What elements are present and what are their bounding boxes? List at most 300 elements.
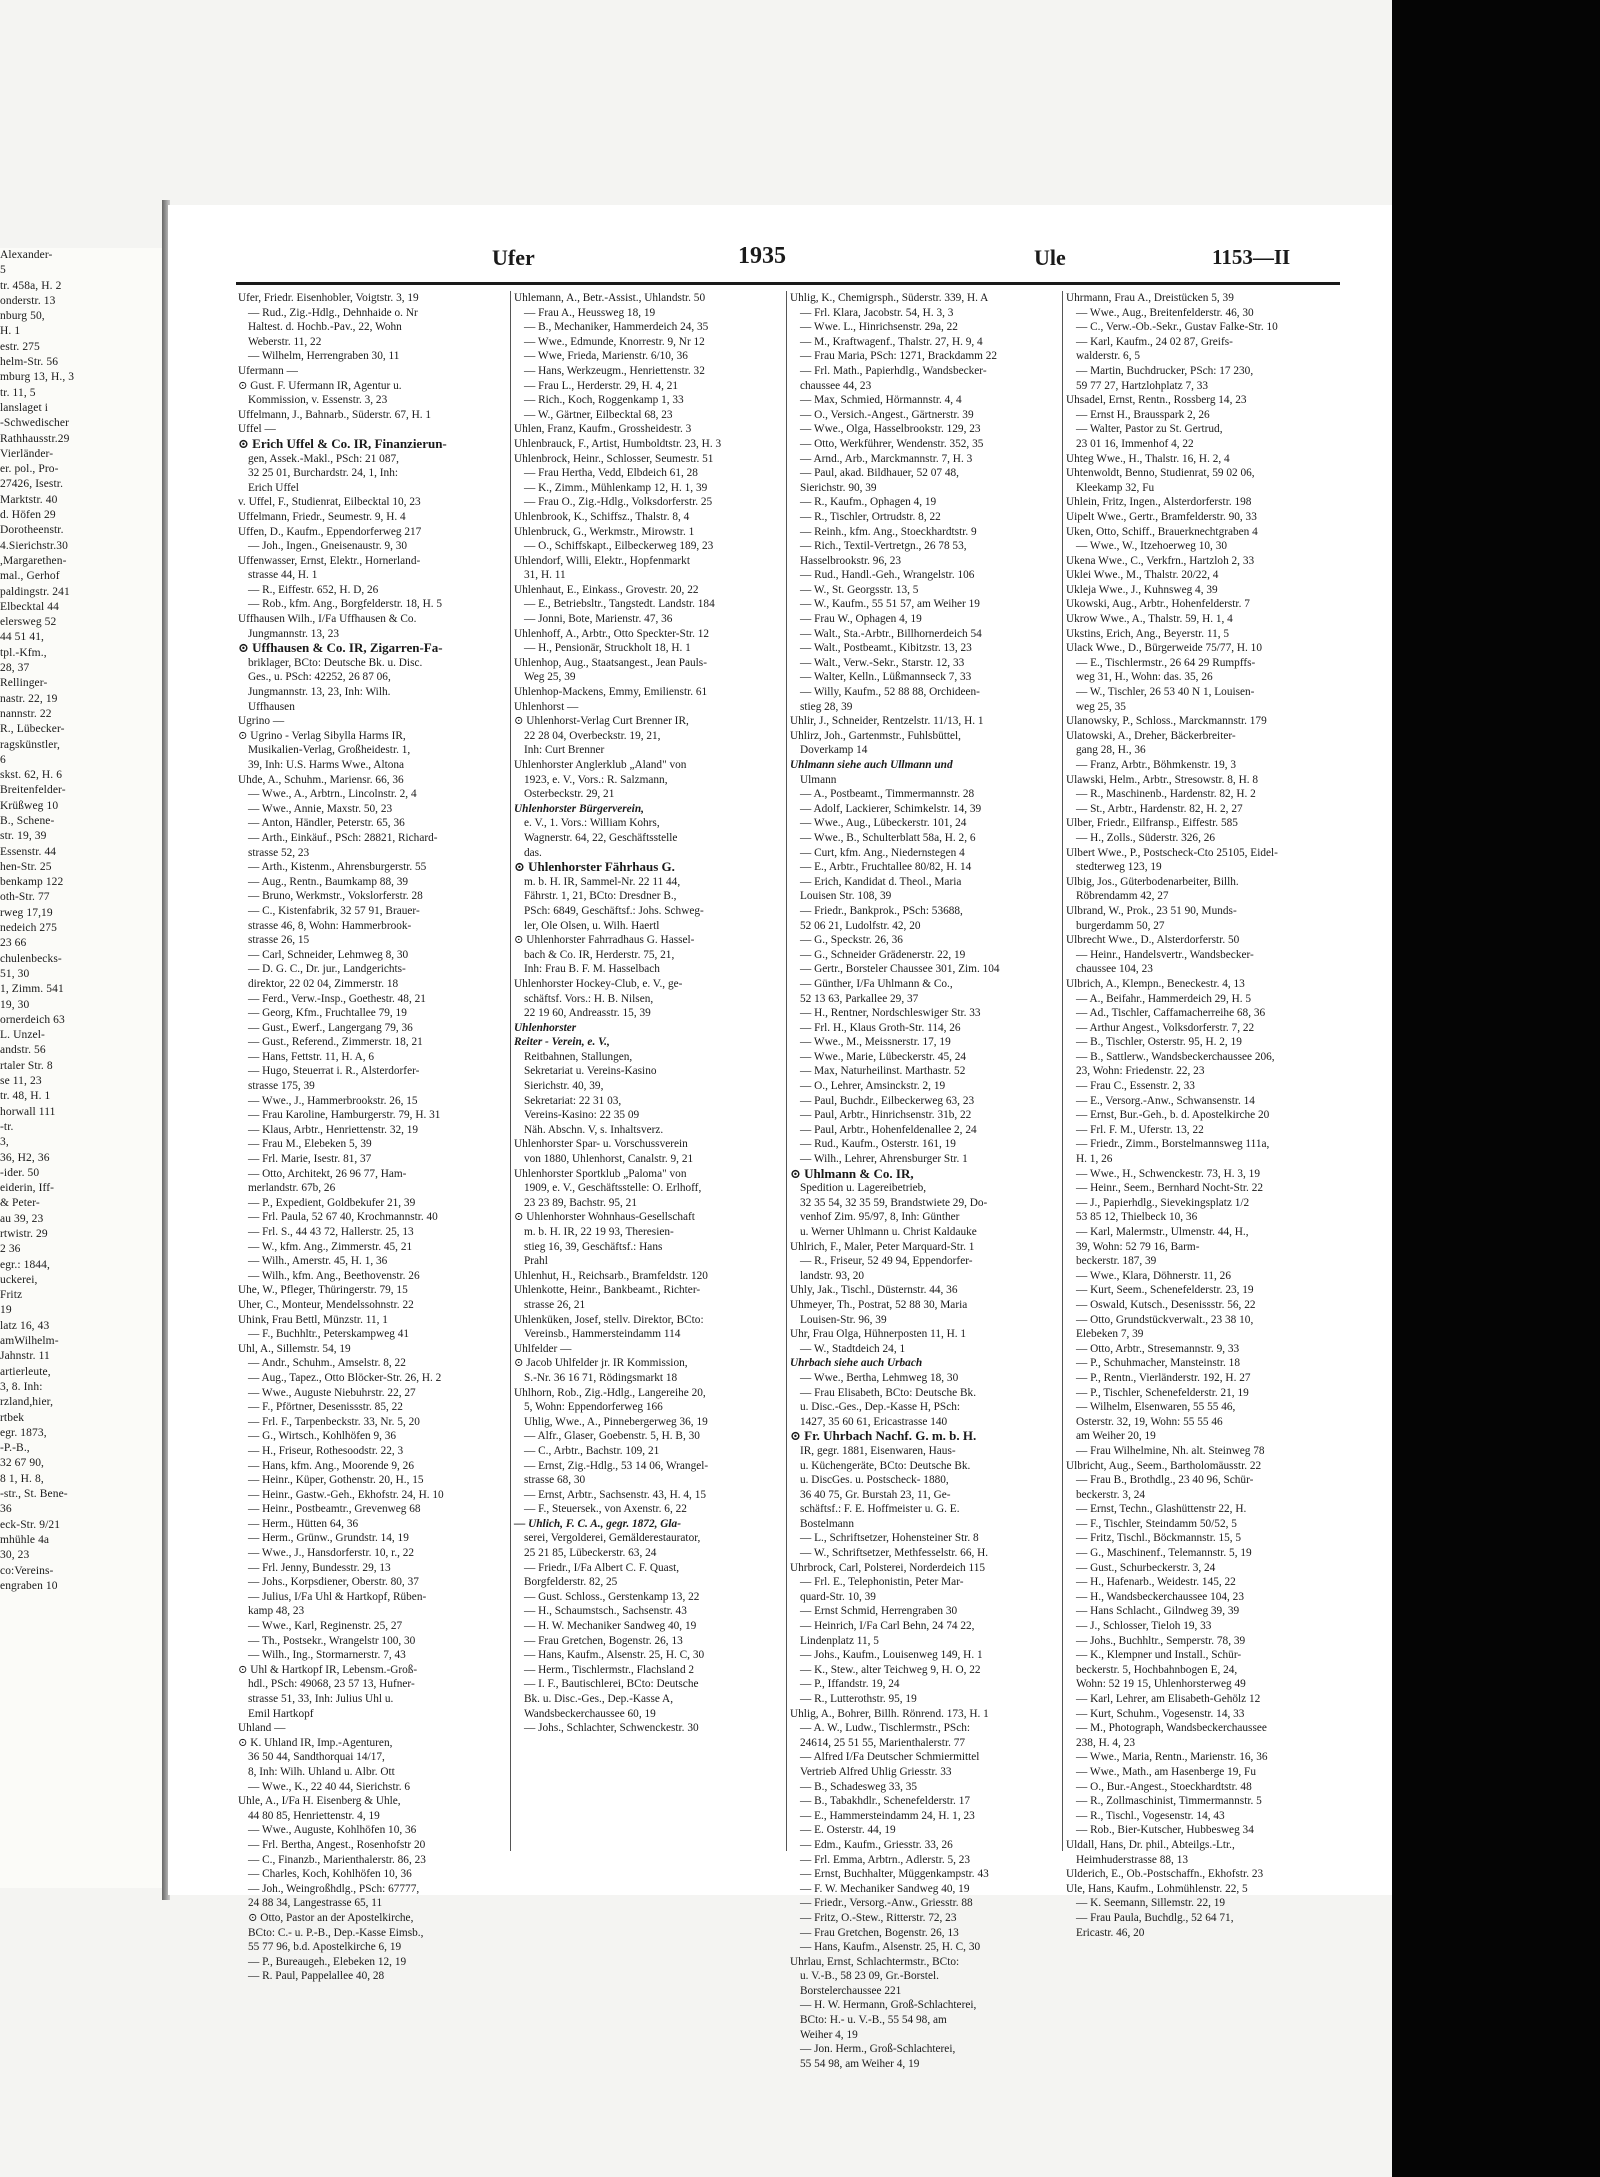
directory-entry: — Curt, kfm. Ang., Niedernstegen 4 <box>800 846 965 859</box>
directory-entry: — Ad., Tischler, Caffamacherreihe 68, 36 <box>1076 1007 1266 1020</box>
directory-entry: 23, Wohn: Friedenstr. 22, 23 <box>1076 1065 1205 1078</box>
directory-entry: 39, Inh: U.S. Harms Wwe., Altona <box>248 759 405 771</box>
directory-entry: beckerstr. 187, 39 <box>1076 1255 1157 1268</box>
fragment-line: 28, 37 <box>0 662 30 675</box>
directory-entry: chaussee 104, 23 <box>1076 963 1153 976</box>
directory-entry: strasse 26, 15 <box>248 934 310 947</box>
directory-entry: Uhl, A., Sillemstr. 54, 19 <box>238 1342 351 1355</box>
directory-entry: — Johs., Korpsdiener, Oberstr. 80, 37 <box>248 1576 419 1589</box>
directory-entry: Borgfelderstr. 82, 25 <box>524 1576 618 1589</box>
directory-entry: — Alfred I/Fa Deutscher Schmiermittel <box>800 1751 980 1764</box>
directory-entry: Inh: Frau B. F. M. Hasselbach <box>524 963 660 976</box>
directory-entry: — B., Tabakhdlr., Schenefelderstr. 17 <box>800 1795 970 1808</box>
directory-entry: Bostelmann <box>800 1517 854 1530</box>
directory-entry: — Frau Wilhelmine, Nh. alt. Steinweg 78 <box>1076 1444 1265 1457</box>
directory-entry: 55 77 96, b.d. Apostelkirche 6, 19 <box>248 1941 402 1954</box>
directory-entry: — Wwe., Bertha, Lehmweg 18, 30 <box>800 1371 959 1384</box>
directory-entry: Uldall, Hans, Dr. phil., Abteilgs.-Ltr., <box>1066 1838 1235 1851</box>
directory-entry: — Frl. F., Tarpenbeckstr. 33, Nr. 5, 20 <box>248 1415 420 1428</box>
directory-entry: ⊙ Gust. F. Ufermann IR, Agentur u. <box>238 379 402 392</box>
directory-entry: — H. W. Mechaniker Sandweg 40, 19 <box>524 1620 697 1633</box>
fragment-line: -Schwedischer <box>0 417 69 430</box>
directory-entry: — J., Papierhdlg., Sievekingsplatz 1/2 <box>1076 1196 1250 1209</box>
directory-entry: — Wilh., Amerstr. 45, H. 1, 36 <box>248 1255 388 1268</box>
fragment-line: tr. 11, 5 <box>0 386 36 399</box>
directory-entry: — Wwe., Auguste, Kohlhöfen 10, 36 <box>248 1824 417 1837</box>
directory-entry: Lindenplatz 11, 5 <box>800 1634 879 1647</box>
directory-entry: Sekretariat: 22 31 03, <box>524 1094 622 1107</box>
directory-entry: Ulbig, Jos., Güterbodenarbeiter, Billh. <box>1066 875 1239 888</box>
directory-entry: — Julius, I/Fa Uhl & Hartkopf, Rüben- <box>248 1590 427 1603</box>
directory-entry: — A. W., Ludw., Tischlermstr., PSch: <box>800 1722 971 1735</box>
directory-entry: — Aug., Tapez., Otto Blöcker-Str. 26, H. 2 <box>248 1371 442 1384</box>
directory-entry: — Wwe., M., Meissnerstr. 17, 19 <box>800 1036 951 1049</box>
directory-entry: ⊙ Uhlenhorst-Verlag Curt Brenner IR, <box>514 715 689 728</box>
directory-entry: — W., Stadtdeich 24, 1 <box>800 1342 906 1355</box>
directory-entry: 39, Wohn: 52 79 16, Barm- <box>1076 1240 1200 1253</box>
header-first-entry: Ufer <box>492 245 535 270</box>
directory-entry: u. Werner Uhlmann u. Christ Kaldauke <box>800 1226 977 1238</box>
directory-entry: — Wwe., Maria, Rentn., Marienstr. 16, 36 <box>1076 1751 1268 1764</box>
directory-entry: Osterstr. 32, 19, Wohn: 55 55 46 <box>1076 1415 1223 1428</box>
fragment-line: Elbecktal 44 <box>0 600 59 613</box>
fragment-line: 1, Zimm. 541 <box>0 983 64 996</box>
directory-entry: — G., Schneider Grädenerstr. 22, 19 <box>800 948 966 961</box>
directory-entry: — Max, Naturheilinst. Marthastr. 52 <box>800 1065 966 1078</box>
directory-entry: — Walt., Sta.-Arbtr., Billhornerdeich 54 <box>800 627 982 640</box>
directory-entry: — P., Rentn., Vierländerstr. 192, H. 27 <box>1076 1371 1251 1384</box>
directory-entry: — Wwe., W., Itzehoerweg 10, 30 <box>1076 540 1228 553</box>
column-1 <box>238 291 508 1983</box>
fragment-line: egr.: 1844, <box>0 1258 50 1271</box>
header-year: 1935 <box>738 243 786 269</box>
directory-entry: — R., Eiffestr. 652, H. D, 26 <box>248 583 379 596</box>
fragment-line: tr. 458a, H. 2 <box>0 279 62 292</box>
directory-entry: — E., Arbtr., Fruchtallee 80/82, H. 14 <box>800 861 972 874</box>
directory-entry: — Heinr., Küper, Gothenstr. 20, H., 15 <box>248 1474 424 1487</box>
directory-entry: — Jon. Herm., Groß-Schlachterei, <box>800 2043 956 2056</box>
directory-entry: — K., Stew., alter Teichweg 9, H. O, 22 <box>800 1663 981 1676</box>
fragment-line: R., Lübecker- <box>0 723 65 736</box>
directory-entry: BCto: C.- u. P.-B., Dep.-Kasse Eimsb., <box>248 1926 424 1939</box>
fragment-line: -str., St. Bene- <box>0 1488 68 1501</box>
directory-entry: — Paul, akad. Bildhauer, 52 07 48, <box>800 467 959 480</box>
directory-entry: Kommission, v. Essenstr. 3, 23 <box>248 394 388 407</box>
directory-entry: — Heinr., Gastw.-Geh., Ekhofstr. 24, H. 10 <box>248 1488 444 1501</box>
directory-entry: merlandstr. 67b, 26 <box>248 1182 336 1195</box>
directory-entry: 31, H. 11 <box>524 569 566 582</box>
fragment-line: uckerei, <box>0 1273 38 1286</box>
fragment-line: nburg 50, <box>0 310 45 323</box>
page-header <box>168 205 1392 270</box>
directory-entry: Uffhausen <box>248 700 295 713</box>
directory-entry: Uhr, Frau Olga, Hühnerposten 11, H. 1 <box>790 1328 967 1341</box>
directory-entry: Ulbricht, Aug., Seem., Bartholomäusstr. 22 <box>1066 1459 1262 1472</box>
directory-entry: ⊙ Uhl & Hartkopf IR, Lebensm.-Groß- <box>238 1663 418 1676</box>
directory-entry: — W., kfm. Ang., Zimmerstr. 45, 21 <box>248 1240 413 1253</box>
directory-entry: — F., Pförtner, Desenissstr. 85, 22 <box>248 1401 403 1414</box>
fragment-line: & Peter- <box>0 1197 40 1210</box>
directory-entry: Uhlhorn, Rob., Zig.-Hdlg., Langereihe 20, <box>514 1386 706 1399</box>
directory-entry: u. DiscGes. u. Postscheck- 1880, <box>800 1474 949 1487</box>
directory-entry: — Ernst, Techn., Glashüttenstr 22, H. <box>1076 1503 1247 1516</box>
directory-entry: Ufermann — <box>238 364 298 377</box>
directory-entry: — Frau Elisabeth, BCto: Deutsche Bk. <box>800 1386 977 1399</box>
directory-entry: Röbrendamm 42, 27 <box>1076 890 1169 903</box>
directory-entry: — W., Gärtner, Eilbecktal 68, 23 <box>524 408 673 421</box>
fragment-line: 36 <box>0 1503 12 1516</box>
directory-entry: — Wwe., Karl, Reginenstr. 25, 27 <box>248 1620 403 1633</box>
directory-entry: weg 25, 35 <box>1076 700 1126 713</box>
directory-entry: IR, gegr. 1881, Eisenwaren, Haus- <box>800 1444 956 1457</box>
fragment-line: hen-Str. 25 <box>0 860 52 873</box>
directory-entry: Sekretariat u. Vereins-Kasino <box>524 1065 657 1078</box>
fragment-line: rtaler Str. 8 <box>0 1059 53 1072</box>
directory-entry: — M., Kraftwagenf., Thalstr. 27, H. 9, 4 <box>800 335 983 348</box>
directory-entry: Ukowski, Aug., Arbtr., Hohenfelderstr. 7 <box>1066 598 1250 611</box>
directory-entry: briklager, BCto: Deutsche Bk. u. Disc. <box>248 656 423 669</box>
directory-entry: direktor, 22 02 04, Zimmerstr. 18 <box>248 977 399 990</box>
directory-entry: — B., Sattlerw., Wandsbeckerchaussee 206, <box>1076 1050 1275 1063</box>
directory-entry: 1909, e. V., Geschäftsstelle: O. Erlhoff, <box>524 1182 702 1195</box>
directory-entry: — R., Maschinenb., Hardenstr. 82, H. 2 <box>1076 788 1256 801</box>
directory-entry: hdl., PSch: 49068, 23 57 13, Hufner- <box>248 1678 415 1691</box>
directory-entry: — Johs., Schlachter, Schwenckestr. 30 <box>524 1722 699 1735</box>
directory-entry: — Frl. S., 44 43 72, Hallerstr. 25, 13 <box>248 1226 414 1238</box>
directory-entry: Vereinsb., Hammersteindamm 114 <box>524 1328 681 1341</box>
directory-entry: — Rud., Handl.-Geh., Wrangelstr. 106 <box>800 569 975 582</box>
directory-entry: ler, Ole Olsen, u. Wilh. Haertl <box>524 919 660 932</box>
directory-entry: — Frau Paula, Buchdlg., 52 64 71, <box>1076 1911 1234 1924</box>
directory-entry: — Kurt, Seem., Schenefelderstr. 23, 19 <box>1076 1284 1254 1297</box>
fragment-line: Vierländer- <box>0 447 54 460</box>
directory-entry: — K. Seemann, Sillemstr. 22, 19 <box>1076 1897 1226 1910</box>
fragment-line: nastr. 22, 19 <box>0 692 58 705</box>
directory-entry: — Frl. Paula, 52 67 40, Krochmannstr. 40 <box>248 1211 438 1224</box>
fragment-line: Krüßweg 10 <box>0 799 59 812</box>
fragment-line: 44 51 41, <box>0 631 45 644</box>
directory-entry: — Wilh., kfm. Ang., Beethovenstr. 26 <box>248 1269 420 1282</box>
fragment-line: 36, H2, 36 <box>0 1151 50 1164</box>
fragment-line: 3, <box>0 1136 9 1149</box>
directory-entry: — Wwe., Edmunde, Knorrestr. 9, Nr 12 <box>524 335 705 348</box>
directory-entry: — Hans, Fettstr. 11, H. A, 6 <box>248 1050 375 1063</box>
directory-entry: — F. W. Mechaniker Sandweg 40, 19 <box>800 1882 970 1895</box>
directory-entry: — E., Hammersteindamm 24, H. 1, 23 <box>800 1809 975 1822</box>
fragment-line: 4.Sierichstr.30 <box>0 539 68 552</box>
directory-entry: Uhlenhorster Spar- u. Vorschussverein <box>514 1138 688 1151</box>
directory-entry: — Wwe, Frieda, Marienstr. 6/10, 36 <box>524 350 688 363</box>
directory-entry: — F., Buchhltr., Peterskampweg 41 <box>248 1328 410 1341</box>
fragment-line: 3, 8. Inh: <box>0 1380 43 1393</box>
directory-entry: e. V., 1. Vors.: William Kohrs, <box>524 817 660 830</box>
directory-entry: Ulderich, E., Ob.-Postschaffn., Ekhofstr. 23 <box>1066 1868 1264 1881</box>
directory-entry: — A., Postbeamt., Timmermannstr. 28 <box>800 788 975 801</box>
directory-entry: — Gust., Referend., Zimmerstr. 18, 21 <box>248 1036 423 1049</box>
directory-entry: — Herm., Hütten 64, 36 <box>248 1517 359 1530</box>
directory-entry: Uhlenbruck, G., Werkmstr., Mirowstr. 1 <box>514 525 695 538</box>
fragment-line: er. pol., Pro- <box>0 463 59 476</box>
directory-entry: — Wwe., K., 22 40 44, Sierichstr. 6 <box>248 1780 411 1793</box>
directory-entry: gang 28, H., 36 <box>1076 744 1146 757</box>
fragment-line: mal., Gerhof <box>0 570 60 583</box>
fragment-line: Dorotheenstr. <box>0 524 64 537</box>
directory-entry: serei, Vergolderei, Gemälderestaurator, <box>524 1532 701 1545</box>
directory-entry: — R., Lutterothstr. 95, 19 <box>800 1693 917 1705</box>
directory-entry: — Frl. E., Telephonistin, Peter Mar- <box>800 1576 964 1589</box>
directory-entry: Uffhausen Wilh., I/Fa Uffhausen & Co. <box>238 613 417 626</box>
directory-entry: Uipelt Wwe., Gertr., Bramfelderstr. 90, 33 <box>1066 510 1257 523</box>
directory-entry: — Ernst, Zig.-Hdlg., 53 14 06, Wrangel- <box>524 1459 709 1472</box>
fragment-line: rzland,hier, <box>0 1396 54 1409</box>
directory-entry: — O., Versich.-Angest., Gärtnerstr. 39 <box>800 408 974 421</box>
directory-entry: — E., Betriebsltr., Tangstedt. Landstr. 184 <box>524 598 715 611</box>
directory-entry: — P., Schuhmacher, Mansteinstr. 18 <box>1076 1357 1240 1370</box>
directory-entry: Weg 25, 39 <box>524 671 576 684</box>
directory-entry: Uhlenküken, Josef, stellv. Direktor, BCto: <box>514 1313 704 1326</box>
directory-entry: — Arth., Kistenm., Ahrensburgerstr. 55 <box>248 861 427 874</box>
directory-entry: u. Disc.-Ges., Dep.-Kasse H, PSch: <box>800 1401 961 1414</box>
directory-entry: Uhlenhorster Anglerklub „Aland" von <box>514 759 687 771</box>
directory-entry: — Wwe., Math., am Hasenberge 19, Fu <box>1076 1765 1256 1778</box>
directory-entry: v. Uffel, F., Studienrat, Eilbecktal 10, 23 <box>238 496 421 509</box>
directory-entry: Uhlenhut, H., Reichsarb., Bramfeldstr. 120 <box>514 1269 708 1282</box>
directory-entry: Uffelmann, Friedr., Seumestr. 9, H. 4 <box>238 510 406 523</box>
directory-entry: — Charles, Koch, Kohlhöfen 10, 36 <box>248 1868 412 1881</box>
directory-entry: — Fritz, Tischl., Böckmannstr. 15, 5 <box>1076 1532 1242 1545</box>
directory-entry: Ulanowsky, P., Schloss., Marckmannstr. 179 <box>1066 715 1267 728</box>
directory-entry: Osterbeckstr. 29, 21 <box>524 788 615 801</box>
directory-entry: Ulack Wwe., D., Bürgerweide 75/77, H. 10 <box>1066 642 1262 655</box>
directory-entry: — Otto, Grundstückverwalt., 23 38 10, <box>1076 1313 1254 1326</box>
fragment-line: 23 66 <box>0 937 27 950</box>
directory-entry: H. 1, 26 <box>1076 1153 1113 1166</box>
fragment-line: eiderin, Iff- <box>0 1182 55 1195</box>
fragment-line: str. 19, 39 <box>0 830 47 843</box>
directory-entry: Uffenwasser, Ernst, Elektr., Hornerland- <box>238 554 421 567</box>
directory-entry: — G., Speckstr. 26, 36 <box>800 934 903 947</box>
directory-entry: Uhland — <box>238 1722 286 1735</box>
directory-entry: Ulbrand, W., Prok., 23 51 90, Munds- <box>1066 904 1237 917</box>
directory-entry: — Arthur Angest., Volksdorferstr. 7, 22 <box>1076 1021 1255 1034</box>
directory-entry: — Fritz, O.-Stew., Ritterstr. 72, 23 <box>800 1911 957 1924</box>
fragment-line: Rellinger- <box>0 677 48 690</box>
directory-entry: ⊙ Uhlmann & Co. IR, <box>790 1165 914 1181</box>
directory-entry: 55 54 98, am Weiher 4, 19 <box>800 2057 920 2070</box>
directory-entry: Uhlirz, Joh., Gartenmstr., Fuhlsbüttel, <box>790 729 962 742</box>
directory-entry: — Frau B., Brothdlg., 23 40 96, Schür- <box>1076 1474 1254 1487</box>
directory-entry: Uhlir, J., Schneider, Rentzelstr. 11/13, H. 1 <box>790 715 984 728</box>
directory-entry: 238, H. 4, 23 <box>1076 1736 1135 1749</box>
directory-entry: — W., Tischler, 26 53 40 N 1, Louisen- <box>1076 686 1255 699</box>
fragment-line: Essenstr. 44 <box>0 845 57 858</box>
fragment-line: ragskünstler, <box>0 738 60 751</box>
directory-entry: — Martin, Buchdrucker, PSch: 17 230, <box>1076 364 1254 377</box>
directory-entry: ⊙ Uhlenhorster Fährhaus G. <box>514 859 675 875</box>
fragment-line: 2 36 <box>0 1243 21 1256</box>
fragment-line: ,Margarethen- <box>0 554 67 567</box>
fragment-line: 6 <box>0 753 6 766</box>
fragment-line: artierleute, <box>0 1365 51 1378</box>
directory-entry: Wagnerstr. 64, 22, Geschäftsstelle <box>524 831 678 844</box>
directory-entry: Musikalien-Verlag, Großheidestr. 1, <box>248 744 411 757</box>
directory-entry: — St., Arbtr., Hardenstr. 82, H. 2, 27 <box>1076 802 1243 815</box>
fragment-line: onderstr. 13 <box>0 294 56 307</box>
directory-entry: — Rob., Bier-Kutscher, Hubbesweg 34 <box>1076 1824 1254 1837</box>
directory-entry: Fährstr. 1, 21, BCto: Dresdner B., <box>524 890 677 903</box>
directory-entry: — Wwe., J., Hammerbrookstr. 26, 15 <box>248 1094 418 1107</box>
directory-entry: — Paul, Arbtr., Hohenfeldenallee 2, 24 <box>800 1123 977 1136</box>
directory-entry: Uhlen, Franz, Kaufm., Grossheidestr. 3 <box>514 423 692 436</box>
directory-entry: Prahl <box>524 1255 548 1268</box>
directory-entry: — Frau Hertha, Vedd, Elbdeich 61, 28 <box>524 467 698 480</box>
directory-entry: — Walt., Postbeamt., Kibitzstr. 13, 23 <box>800 642 972 655</box>
directory-entry: stedterweg 123, 19 <box>1076 861 1162 874</box>
directory-entry: m. b. H. IR, Sammel-Nr. 22 11 44, <box>524 875 681 888</box>
fragment-line: -P.-B., <box>0 1442 30 1455</box>
directory-entry: — Wwe., J., Hansdorferstr. 10, r., 22 <box>248 1547 415 1560</box>
directory-entry: — Wilhelm, Herrengraben 30, 11 <box>248 350 400 363</box>
directory-entry: beckerstr. 5, Hochbahnbogen E, 24, <box>1076 1663 1238 1676</box>
directory-entry: chaussee 44, 23 <box>800 379 872 392</box>
directory-entry: Uklei Wwe., M., Thalstr. 20/22, 4 <box>1066 569 1219 582</box>
directory-entry: — K., Klempner und Install., Schür- <box>1076 1649 1242 1662</box>
directory-entry: Ulbrecht Wwe., D., Alsterdorferstr. 50 <box>1066 934 1240 947</box>
directory-entry: — Frl. H., Klaus Groth-Str. 114, 26 <box>800 1021 961 1034</box>
fragment-line: benkamp 122 <box>0 876 64 889</box>
directory-entry: Elebeken 7, 39 <box>1076 1328 1144 1341</box>
directory-entry: Uhrbrock, Carl, Polsterei, Norderdeich 115 <box>790 1561 986 1574</box>
directory-entry: walderstr. 6, 5 <box>1076 350 1141 363</box>
directory-entry: Uffel — <box>238 423 276 436</box>
directory-entry: — Wwe., Annie, Maxstr. 50, 23 <box>248 802 393 815</box>
directory-entry: — Frau Gretchen, Bogenstr. 26, 13 <box>524 1634 683 1647</box>
directory-entry: — R., Zollmaschinist, Timmermannstr. 5 <box>1076 1795 1262 1808</box>
directory-entry: strasse 175, 39 <box>248 1080 315 1093</box>
directory-entry: — Otto, Werkführer, Wendenstr. 352, 35 <box>800 437 984 450</box>
directory-entry: — E., Tischlermstr., 26 64 29 Rumpffs- <box>1076 656 1256 669</box>
fragment-line: estr. 275 <box>0 340 40 353</box>
fragment-line: horwall 111 <box>0 1105 56 1118</box>
directory-entry: Uhlfelder — <box>514 1342 572 1355</box>
directory-entry: Ericastr. 46, 20 <box>1076 1926 1145 1939</box>
directory-entry: Uhteg Wwe., H., Thalstr. 16, H. 2, 4 <box>1066 452 1230 465</box>
directory-entry: 23 23 89, Bachstr. 95, 21 <box>524 1196 637 1209</box>
directory-entry: — Frl. Marie, Isestr. 81, 37 <box>248 1153 372 1166</box>
directory-entry: 8, Inh: Wilh. Uhland u. Albr. Ott <box>248 1765 395 1778</box>
directory-entry: — Wwe., Aug., Breitenfelderstr. 46, 30 <box>1076 306 1254 319</box>
directory-entry: — Frau O., Zig.-Hdlg., Volksdorferstr. 25 <box>524 496 713 509</box>
directory-entry: 53 85 12, Thielbeck 10, 36 <box>1076 1211 1198 1224</box>
directory-entry: Louisen-Str. 96, 39 <box>800 1313 887 1326</box>
column-divider <box>510 291 511 1851</box>
directory-entry: Ufer, Friedr. Eisenhobler, Voigtstr. 3, 19 <box>238 292 419 304</box>
directory-entry: Uhlenhoff, A., Arbtr., Otto Speckter-Str. 12 <box>514 627 710 640</box>
directory-entry: — H., Rentner, Nordschleswiger Str. 33 <box>800 1007 981 1020</box>
fragment-line: mburg 13, H., 3 <box>0 371 75 384</box>
column-3 <box>790 291 1060 2070</box>
directory-entry: strasse 26, 21 <box>524 1298 586 1311</box>
directory-entry: Uhsadel, Ernst, Rentn., Rossberg 14, 23 <box>1066 394 1247 407</box>
fragment-line: 30, 23 <box>0 1549 30 1562</box>
directory-entry: — Frau W., Ophagen 4, 19 <box>800 613 922 626</box>
directory-entry: schäftsf.: F. E. Hoffmeister u. G. E. <box>800 1503 960 1516</box>
directory-entry: — Arth., Einkäuf., PSch: 28821, Richard- <box>248 831 438 844</box>
directory-entry: quard-Str. 10, 39 <box>800 1590 876 1603</box>
directory-entry: — Joh., Weingroßhdlg., PSch: 67777, <box>248 1882 420 1895</box>
directory-entry: — H., Zolls., Süderstr. 326, 26 <box>1076 831 1216 844</box>
directory-entry: Uher, C., Monteur, Mendelssohnstr. 22 <box>238 1298 414 1311</box>
directory-entry: — Oswald, Kutsch., Desenissstr. 56, 22 <box>1076 1298 1256 1311</box>
directory-entry: beckerstr. 3, 24 <box>1076 1488 1146 1501</box>
directory-entry: — Rob., kfm. Ang., Borgfelderstr. 18, H. 5 <box>248 598 443 611</box>
directory-entry: — R., Friseur, 52 49 94, Eppendorfer- <box>800 1255 973 1268</box>
directory-entry: — Frl. F. M., Uferstr. 13, 22 <box>1076 1123 1204 1136</box>
directory-entry: — Wwe., Auguste Niebuhrstr. 22, 27 <box>248 1386 416 1399</box>
directory-entry: Uhtenwoldt, Benno, Studienrat, 59 02 06, <box>1066 467 1255 480</box>
directory-entry: Uhlenhorster Bürgerverein, <box>514 802 644 815</box>
directory-entry: — Joh., Ingen., Gneisenaustr. 9, 30 <box>248 540 408 553</box>
directory-entry: — Adolf, Lackierer, Schimkelstr. 14, 39 <box>800 802 982 815</box>
directory-entry: PSch: 6849, Geschäftsf.: Johs. Schweg- <box>524 904 704 917</box>
directory-entry: ⊙ Otto, Pastor an der Apostelkirche, <box>248 1911 414 1924</box>
directory-entry: — H., Friseur, Rothesoodstr. 22, 3 <box>248 1444 404 1457</box>
directory-entry: — Erich, Kandidat d. Theol., Maria <box>800 875 962 888</box>
directory-entry: — Rich., Koch, Roggenkamp 1, 33 <box>524 394 684 407</box>
fragment-line: oth-Str. 77 <box>0 891 50 904</box>
directory-entry: strasse 46, 8, Wohn: Hammerbrook- <box>248 919 412 932</box>
fragment-line: chulenbecks- <box>0 952 62 965</box>
fragment-line: 5 <box>0 264 6 277</box>
directory-entry: — M., Photograph, Wandsbeckerchaussee <box>1076 1722 1267 1735</box>
directory-entry: — R., Tischl., Vogesenstr. 14, 43 <box>1076 1809 1225 1822</box>
fragment-line: 19, 30 <box>0 998 30 1011</box>
fragment-line: rtbek <box>0 1411 25 1424</box>
directory-entry: — Friedr., I/Fa Albert C. F. Quast, <box>524 1561 680 1574</box>
directory-entry: 36 40 75, Gr. Burstah 23, 11, Ge- <box>800 1488 951 1501</box>
directory-entry: Weiher 4, 19 <box>800 2028 858 2041</box>
directory-entry: Uhlenhop, Aug., Staatsangest., Jean Pauls- <box>514 656 707 669</box>
directory-entry: — Wilh., Lehrer, Ahrensburger Str. 1 <box>800 1153 968 1166</box>
directory-entry: — Wwe., Marie, Lübeckerstr. 45, 24 <box>800 1050 967 1063</box>
fragment-line: skst. 62, H. 6 <box>0 769 63 782</box>
fragment-line: -ider. 50 <box>0 1166 40 1179</box>
directory-entry: — Wwe., Klara, Döhnerstr. 11, 26 <box>1076 1269 1231 1282</box>
fragment-line: se 11, 23 <box>0 1075 42 1088</box>
fragment-line: ornerdeich 63 <box>0 1013 65 1026</box>
directory-entry: — Herm., Tischlermstr., Flachsland 2 <box>524 1663 695 1676</box>
directory-entry: 32 25 01, Burchardstr. 24, 1, Inh: <box>248 467 398 480</box>
directory-entry: Uhlenhorster Hockey-Club, e. V., ge- <box>514 977 683 990</box>
directory-entry: Vertrieb Alfred Uhlig Griesstr. 33 <box>800 1765 952 1778</box>
directory-entry: — W., Kaufm., 55 51 57, am Weiher 19 <box>800 598 980 611</box>
directory-entry: — P., Expedient, Goldbekufer 21, 39 <box>248 1196 416 1209</box>
fragment-line: mhühle 4a <box>0 1533 50 1546</box>
directory-entry: — Karl, Lehrer, am Elisabeth-Gehölz 12 <box>1076 1693 1261 1705</box>
directory-entry: 1923, e. V., Vors.: R. Salzmann, <box>524 773 668 786</box>
directory-entry: — Anton, Händler, Peterstr. 65, 36 <box>248 817 405 830</box>
fragment-line: Jahnstr. 11 <box>0 1350 50 1363</box>
fragment-line: rtwistr. 29 <box>0 1228 48 1240</box>
directory-entry: — L., Schriftsetzer, Hohensteiner Str. 8 <box>800 1532 979 1545</box>
directory-entry: m. b. H. IR, 22 19 93, Theresien- <box>524 1226 674 1238</box>
directory-entry: — Bruno, Werkmstr., Vokslorferstr. 28 <box>248 890 423 903</box>
fragment-line: paldingstr. 241 <box>0 585 70 598</box>
directory-entry: — Heinr., Handelsvertr., Wandsbecker- <box>1076 948 1254 961</box>
directory-entry: Ukrow Wwe., A., Thalstr. 59, H. 1, 4 <box>1066 613 1233 626</box>
directory-entry: Uhlenhaut, E., Einkass., Grovestr. 20, 22 <box>514 583 699 596</box>
directory-entry: strasse 68, 30 <box>524 1474 586 1487</box>
